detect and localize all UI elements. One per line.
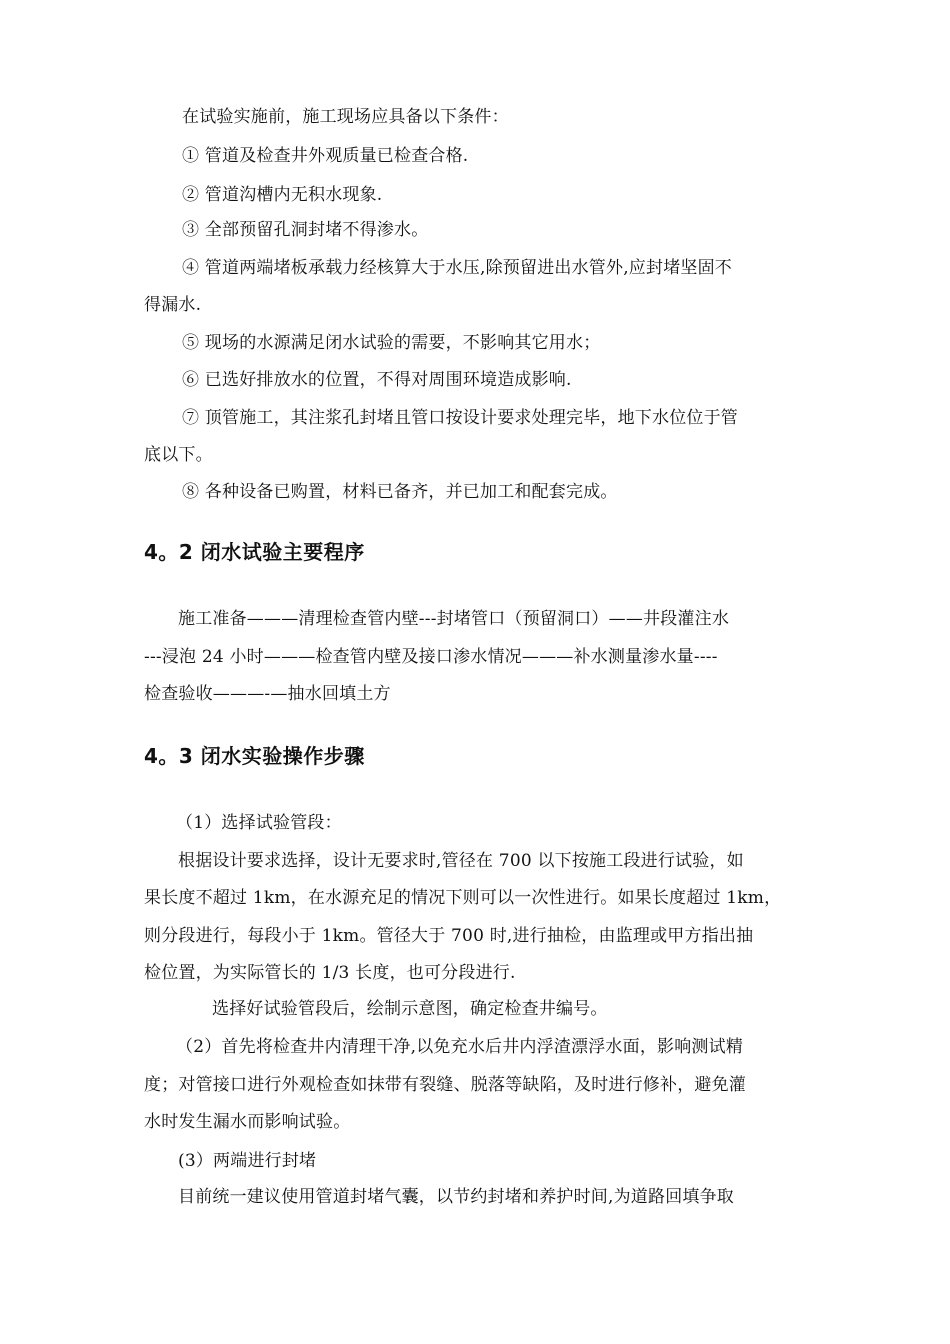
step-2-line-1: （2）首先将检查井内清理干净,以免充水后井内浮渣漂浮水面，影响测试精 [176, 1037, 744, 1057]
step-2-line-2: 度；对管接口进行外观检查如抹带有裂缝、脱落等缺陷，及时进行修补，避免灌 [144, 1075, 746, 1095]
procedure-line-3: 检查验收———-—抽水回填土方 [144, 684, 391, 704]
condition-item-5: ⑤ 现场的水源满足闭水试验的需要，不影响其它用水； [182, 333, 601, 353]
step-1-paragraph-line-4: 检位置，为实际管长的 1/3 长度，也可分段进行. [144, 963, 516, 983]
step-1-paragraph-line-3: 则分段进行，每段小于 1km。管径大于 700 时,进行抽检，由监理或甲方指出抽 [144, 926, 754, 946]
step-1-paragraph-2: 选择好试验管段后，绘制示意图，确定检查井编号。 [212, 999, 608, 1019]
step-1-paragraph-line-1: 根据设计要求选择，设计无要求时,管径在 700 以下按施工段进行试验，如 [178, 851, 744, 871]
step-2-line-3: 水时发生漏水而影响试验。 [144, 1112, 351, 1132]
step-1-paragraph-line-2: 果长度不超过 1km，在水源充足的情况下则可以一次性进行。如果长度超过 1km， [144, 888, 782, 908]
condition-item-3: ③ 全部预留孔洞封堵不得渗水。 [182, 220, 429, 240]
procedure-line-2: ---浸泡 24 小时———检查管内壁及接口渗水情况———补水测量渗水量---‐ [144, 647, 718, 667]
section-4-2-heading: 4。2 闭水试验主要程序 [144, 540, 365, 564]
condition-item-2: ② 管道沟槽内无积水现象. [182, 185, 383, 205]
section-4-3-heading: 4。3 闭水实验操作步骤 [144, 744, 365, 768]
step-3-line-1: 目前统一建议使用管道封堵气囊，以节约封堵和养护时间,为道路回填争取 [178, 1187, 735, 1207]
condition-item-6: ⑥ 已选好排放水的位置，不得对周围环境造成影响. [182, 370, 572, 390]
condition-item-7-line-2: 底以下。 [144, 445, 213, 465]
step-3-title: (3）两端进行封堵 [178, 1151, 317, 1171]
condition-item-4-line-2: 得漏水. [144, 295, 202, 315]
condition-item-4-line-1: ④ 管道两端堵板承载力经核算大于水压,除预留进出水管外,应封堵坚固不 [182, 258, 733, 278]
step-1-title: （1）选择试验管段： [176, 813, 342, 833]
procedure-line-1: 施工准备———清理检查管内壁---封堵管口（预留洞口）——井段灌注水 [178, 609, 730, 629]
conditions-intro: 在试验实施前，施工现场应具备以下条件： [182, 107, 509, 127]
condition-item-1: ① 管道及检查井外观质量已检查合格. [182, 146, 469, 166]
condition-item-8: ⑧ 各种设备已购置，材料已备齐，并已加工和配套完成。 [182, 482, 618, 502]
condition-item-7-line-1: ⑦ 顶管施工，其注浆孔封堵且管口按设计要求处理完毕，地下水位位于管 [182, 408, 739, 428]
